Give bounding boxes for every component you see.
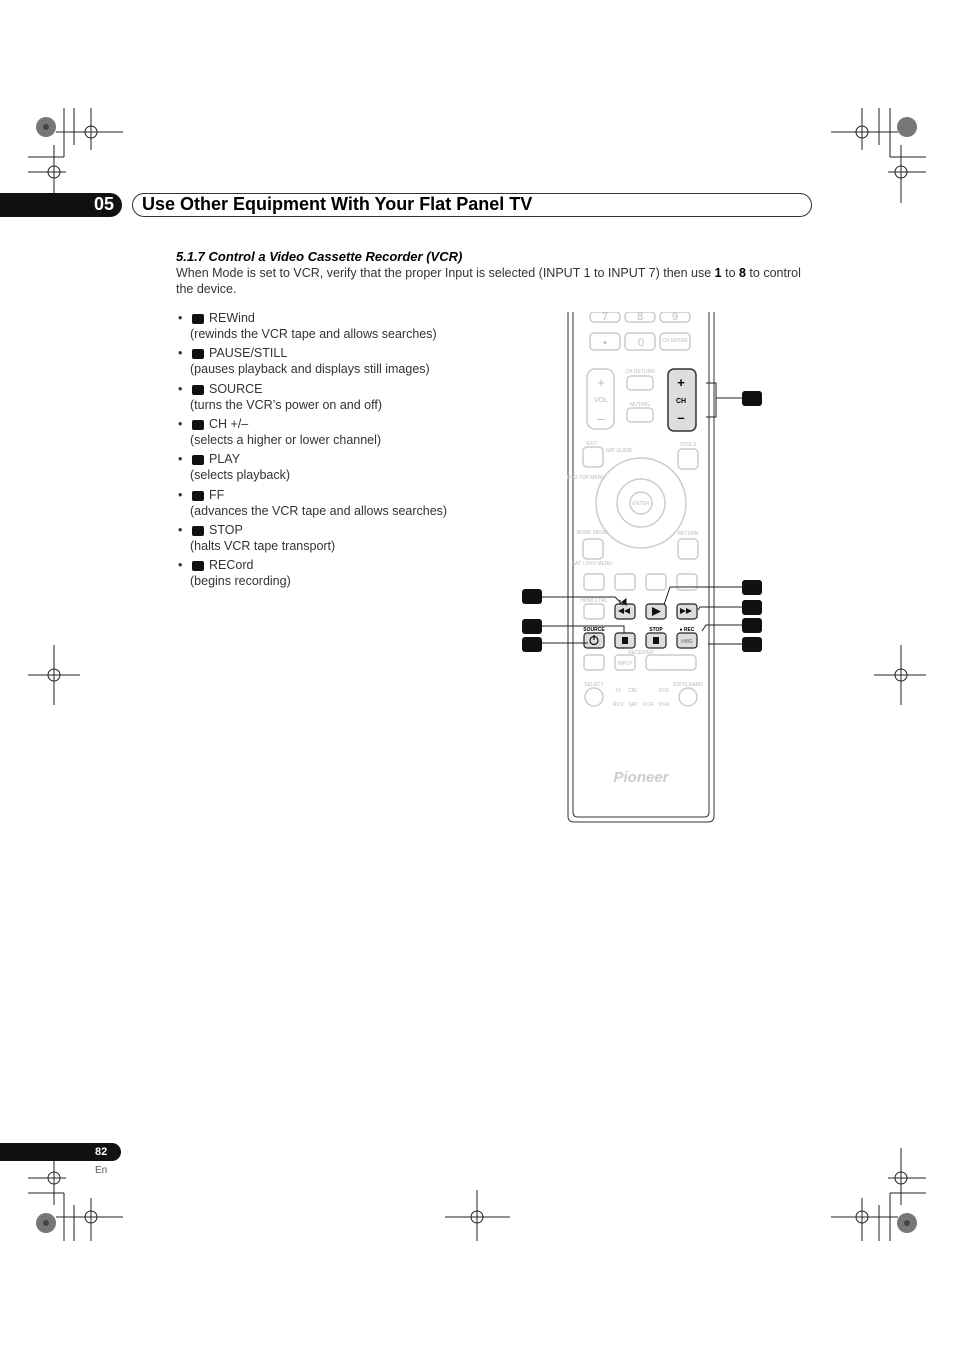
chapter-number: 05	[94, 194, 115, 214]
button-marker-icon	[192, 420, 204, 430]
section-body: When Mode is set to VCR, verify that the proper Input is selected (INPUT 1 to INPUT 7) then use 1 to 8 to control the device.	[176, 266, 801, 296]
section-heading: 5.1.7 Control a Video Cassette Recorder (VCR)	[176, 249, 463, 264]
button-marker-icon	[192, 526, 204, 536]
dvd-label: DVD	[658, 688, 670, 694]
sat-dvd-menu-label: SAT / DVD MENU	[571, 561, 613, 567]
cbl-label: CBL	[628, 688, 638, 694]
return-label: RETURN	[677, 531, 699, 537]
hmg-label: HMG	[681, 639, 693, 645]
callout-play	[742, 580, 762, 595]
page-number: 82	[95, 1146, 108, 1158]
button-marker-icon	[192, 491, 204, 501]
svg-text:–: –	[597, 411, 605, 426]
callout-rec	[742, 637, 762, 652]
callout-source	[522, 637, 542, 652]
sat-label: SAT	[628, 702, 638, 708]
receiver-label: RECEIVER	[628, 650, 654, 656]
tools-label: TOOLS	[679, 442, 697, 448]
callout-rewind	[522, 589, 542, 604]
ch-label: CH	[675, 398, 687, 405]
button-marker-icon	[192, 561, 204, 571]
key-8: 8	[636, 312, 644, 323]
stop-label: STOP	[649, 627, 663, 633]
vol-label: VOL	[593, 397, 609, 404]
key-9: 9	[671, 312, 679, 323]
language-code: En	[95, 1165, 108, 1176]
hdmi-ctrl-label: HDMI CTRL	[580, 598, 608, 604]
ch-return-label: CH RETURN	[625, 369, 655, 375]
key-0: 0	[637, 337, 645, 349]
button-marker-icon	[192, 314, 204, 324]
sat-guide-label: SAT GUIDE	[605, 448, 633, 454]
pioneer-logo: Pioneer	[613, 769, 669, 786]
vcr-label: VCR	[642, 702, 654, 708]
edit-learn-label: EDIT/LEARN	[673, 682, 703, 688]
button-marker-icon	[192, 455, 204, 465]
button-marker-icon	[192, 349, 204, 359]
ch-enter-label: CH ENTER	[662, 338, 688, 344]
tv-label: TV	[614, 688, 622, 694]
home-menu-label: HOME MENU	[576, 530, 608, 536]
svg-text:+: +	[597, 375, 605, 390]
key-dot: •	[603, 337, 607, 349]
muting-label: MUTING	[630, 402, 650, 408]
enter-label: ENTER	[632, 501, 650, 507]
page-title: Use Other Equipment With Your Flat Panel TV	[142, 194, 533, 214]
input-label: INPUT	[617, 661, 633, 667]
exit-label: EXIT	[586, 441, 598, 447]
callout-lines	[520, 375, 770, 665]
dvr-label: DVR	[658, 702, 670, 708]
callout-pause	[522, 619, 542, 634]
callout-ff	[742, 600, 762, 615]
svg-text:–: –	[677, 410, 685, 425]
callout-ch	[742, 391, 762, 406]
source-label: SOURCE	[583, 627, 605, 633]
select-label: SELECT	[584, 682, 604, 688]
key-7: 7	[601, 312, 609, 323]
dvd-top-menu-label: DVD TOP MENU	[566, 475, 606, 481]
button-marker-icon	[192, 385, 204, 395]
rec-label: ● REC	[679, 627, 695, 633]
callout-stop	[742, 618, 762, 633]
svg-text:+: +	[677, 375, 685, 390]
rcv-label: RCV	[612, 702, 624, 708]
